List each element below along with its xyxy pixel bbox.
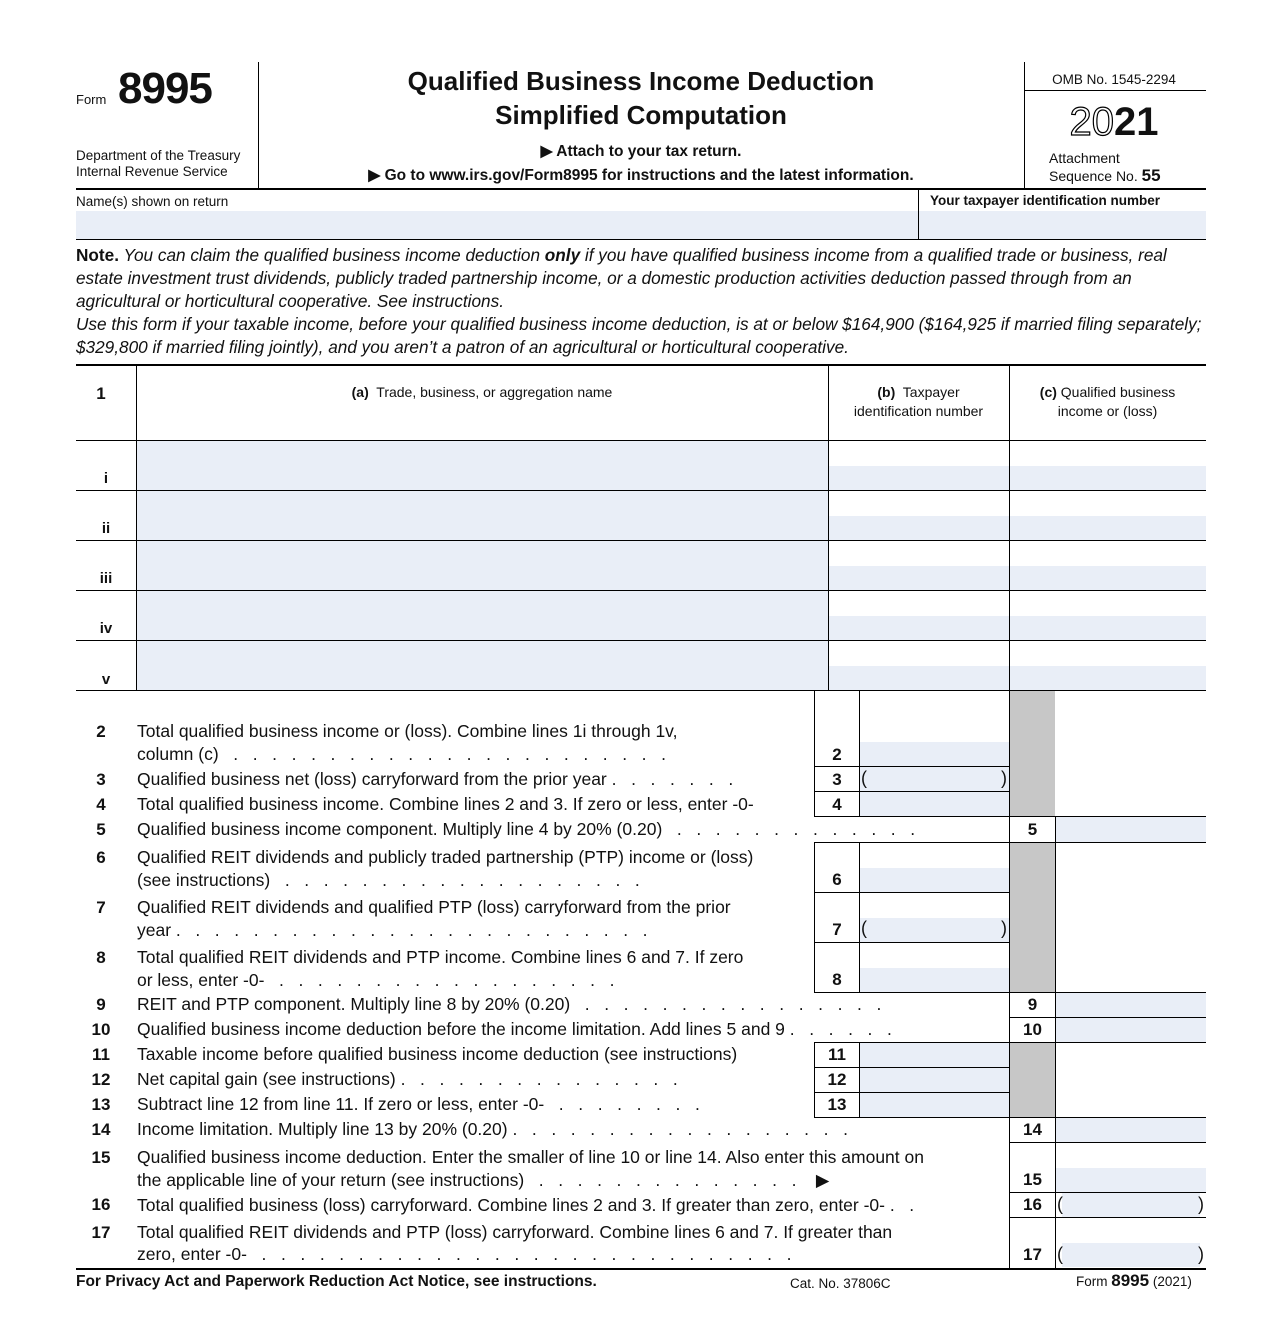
row-label-iv: iv xyxy=(99,620,113,637)
line-number-17: 17 xyxy=(91,1223,111,1242)
attach-instruction: ▶ Attach to your tax return. xyxy=(540,143,742,160)
paren-close-17: ) xyxy=(1198,1244,1204,1264)
line-11-input[interactable] xyxy=(860,1043,1009,1067)
line-12-input[interactable] xyxy=(860,1068,1009,1092)
tin-input[interactable] xyxy=(919,211,1206,239)
department-name: Department of the Treasury xyxy=(76,148,241,163)
row-iv-income-input[interactable] xyxy=(1010,616,1206,640)
row-iii-name-input[interactable] xyxy=(137,541,828,590)
row-i-tin-input[interactable] xyxy=(829,466,1009,490)
line-8-text: Total qualified REIT dividends and PTP income. Combine lines 6 and 7. If zero xyxy=(137,947,744,967)
box-number-13: 13 xyxy=(827,1095,847,1114)
line-10-input[interactable] xyxy=(1056,1018,1206,1042)
line-5-text: Qualified business income component. Multiply line 4 by 20% (0.20) . . . . . . . . . . . . . xyxy=(137,819,916,839)
paren-close-3: ) xyxy=(1001,768,1007,788)
note-text-1: if you have qualified business income from a qualified trade or business, real estate investment trust dividends, publicly traded partnership income, or a domestic production activities deduction passed through from an agricultural or horticultural cooperative. See instructions. xyxy=(76,245,1167,311)
line-7-input[interactable] xyxy=(860,918,1009,942)
name-label: Name(s) shown on return xyxy=(76,194,229,209)
row-ii-name-input[interactable] xyxy=(137,491,828,540)
note-text-2: Use this form if your taxable income, before your qualified business income deduction, is at or below $164,900 ($164,925 if married filing separately; $329,800 if married filing jointly), and you aren’t a patron of an agricultural or horticultural cooperative. xyxy=(76,314,1202,357)
line-number-6: 6 xyxy=(96,848,106,867)
row-i-income-input[interactable] xyxy=(1010,466,1206,490)
form-number: 8995 xyxy=(118,64,212,113)
line-number-9: 9 xyxy=(96,995,106,1014)
line-number-7: 7 xyxy=(96,898,106,917)
paren-open-7: ( xyxy=(861,918,867,938)
line-number-10: 10 xyxy=(91,1020,111,1039)
row-ii-tin-input[interactable] xyxy=(829,516,1009,540)
paren-close-7: ) xyxy=(1001,918,1007,938)
form-label: Form xyxy=(76,92,107,107)
shaded-column-a xyxy=(1010,691,1055,816)
line-number-16: 16 xyxy=(91,1195,111,1214)
line-number-4: 4 xyxy=(96,795,106,814)
line-14-input[interactable] xyxy=(1056,1118,1206,1142)
form-note: Note. You can claim the qualified business income deduction only if you have qualified business income from a qualified trade or business, real estate investment trust dividends, publicly traded partnership income, or a domestic production activities deduction passed through from an agricultural or horticultural cooperative. See instructions. Use this form if your taxable income, before your qualified business income deduction, is at or below $164,900 ($164,925 if married filing separately; $329,800 if married filing jointly), and you aren’t a patron of an agricultural or horticultural cooperative. xyxy=(76,245,1202,357)
box-number-17: 17 xyxy=(1023,1245,1042,1264)
box-number-15: 15 xyxy=(1023,1170,1042,1189)
line-number-11: 11 xyxy=(92,1045,110,1064)
line-1-number: 1 xyxy=(96,384,106,403)
line-6-text: Qualified REIT dividends and publicly traded partnership (PTP) income or (loss) xyxy=(137,847,754,867)
line-9-input[interactable] xyxy=(1056,993,1206,1017)
row-label-v: v xyxy=(101,671,111,688)
line-4-input[interactable] xyxy=(860,792,1009,816)
line-number-15: 15 xyxy=(91,1148,111,1167)
line-4-text: Total qualified business income. Combine lines 2 and 3. If zero or less, enter -0- xyxy=(137,794,754,814)
line-2-text-cont: column (c) . . . . . . . . . . . . . . . . . . . . . . . xyxy=(137,744,666,764)
box-number-11: 11 xyxy=(828,1045,846,1064)
line-2-text: Total qualified business income or (loss). Combine lines 1i through 1v, xyxy=(137,721,678,741)
line-5-input[interactable] xyxy=(1056,817,1206,842)
line-7-text-cont: year . . . . . . . . . . . . . . . . . . . . . . . . . xyxy=(137,920,648,940)
line-number-5: 5 xyxy=(96,820,106,839)
line-8-text-cont: or less, enter -0- . . . . . . . . . . . . . . . . . . xyxy=(137,970,615,990)
box-number-4: 4 xyxy=(832,795,842,814)
line-number-13: 13 xyxy=(91,1095,111,1114)
note-only: only xyxy=(544,245,581,265)
line-14-text: Income limitation. Multiply line 13 by 20% (0.20) . . . . . . . . . . . . . . . . . . xyxy=(137,1119,848,1139)
tin-label: Your taxpayer identification number xyxy=(930,193,1161,208)
row-v-tin-input[interactable] xyxy=(829,666,1009,690)
line-number-14: 14 xyxy=(91,1120,111,1139)
row-iii-tin-input[interactable] xyxy=(829,566,1009,590)
form-subtitle: Simplified Computation xyxy=(495,100,787,130)
name-input[interactable] xyxy=(76,211,918,239)
footer-form-id: Form 8995 (2021) xyxy=(1076,1271,1192,1290)
line-15-text: Qualified business income deduction. Enter the smaller of line 10 or line 14. Also enter this amount on xyxy=(137,1147,924,1167)
tax-year: 2021 xyxy=(1069,100,1159,144)
line-3-text: Qualified business net (loss) carryforward from the prior year . . . . . . . xyxy=(137,769,734,789)
row-iv-name-input[interactable] xyxy=(137,591,828,640)
line-17-text: Total qualified REIT dividends and PTP (loss) carryforward. Combine lines 6 and 7. If greater than xyxy=(137,1222,893,1242)
paren-open-16: ( xyxy=(1057,1194,1063,1214)
line-7-text: Qualified REIT dividends and qualified PTP (loss) carryforward from the prior xyxy=(137,897,731,917)
line-11-text: Taxable income before qualified business income deduction (see instructions) xyxy=(137,1044,738,1064)
box-number-2: 2 xyxy=(832,745,842,764)
line-6-text-cont: (see instructions) . . . . . . . . . . . . . . . . . . . xyxy=(137,870,640,890)
catalog-number: Cat. No. 37806C xyxy=(790,1276,891,1291)
row-label-i: i xyxy=(103,470,109,487)
line-17-text-cont: zero, enter -0- . . . . . . . . . . . . . . . . . . . . . . . . . . . . xyxy=(137,1244,792,1264)
box-number-5: 5 xyxy=(1027,820,1038,839)
line-number-2: 2 xyxy=(96,722,106,741)
privacy-notice: For Privacy Act and Paperwork Reduction Act Notice, see instructions. xyxy=(76,1273,597,1290)
line-6-input[interactable] xyxy=(860,868,1009,892)
box-number-9: 9 xyxy=(1027,995,1038,1014)
box-number-16: 16 xyxy=(1023,1195,1042,1214)
paren-close-16: ) xyxy=(1198,1194,1204,1214)
box-number-3: 3 xyxy=(832,770,842,789)
agency-name: Internal Revenue Service xyxy=(76,164,228,179)
row-i-name-input[interactable] xyxy=(137,441,828,490)
col-b-header: (b) Taxpayer identification number xyxy=(853,384,984,419)
line-10-text: Qualified business income deduction before the income limitation. Add lines 5 and 9 . . . . . . xyxy=(137,1019,892,1039)
line-number-12: 12 xyxy=(91,1070,111,1089)
box-number-10: 10 xyxy=(1023,1020,1042,1039)
line-15-input[interactable] xyxy=(1056,1168,1206,1192)
row-ii-income-input[interactable] xyxy=(1010,516,1206,540)
row-v-name-input[interactable] xyxy=(137,641,828,690)
shaded-column-b xyxy=(1010,842,1055,992)
form-title: Qualified Business Income Deduction xyxy=(407,66,875,96)
line-9-text: REIT and PTP component. Multiply line 8 by 20% (0.20) . . . . . . . . . . . . . . . . xyxy=(137,994,882,1014)
line-2-input[interactable] xyxy=(860,742,1009,766)
row-label-ii: ii xyxy=(101,520,111,537)
row-iii-income-input[interactable] xyxy=(1010,566,1206,590)
row-iv-tin-input[interactable] xyxy=(829,616,1009,640)
line-13-text: Subtract line 12 from line 11. If zero or less, enter -0- . . . . . . . . xyxy=(137,1094,700,1114)
shaded-column-c xyxy=(1010,1042,1055,1117)
col-a-header: (a) Trade, business, or aggregation name xyxy=(351,384,613,400)
box-number-14: 14 xyxy=(1023,1120,1042,1139)
box-number-6: 6 xyxy=(832,870,842,889)
box-number-12: 12 xyxy=(827,1070,847,1089)
line-17-input[interactable] xyxy=(1062,1243,1200,1267)
attachment-label: Attachment xyxy=(1049,150,1120,166)
line-16-input[interactable] xyxy=(1062,1193,1200,1217)
omb-number: OMB No. 1545-2294 xyxy=(1052,72,1176,87)
line-number-3: 3 xyxy=(96,770,106,789)
sequence-label: Sequence No. 55 xyxy=(1049,166,1161,185)
box-number-7: 7 xyxy=(832,920,842,939)
note-lead: Note. xyxy=(76,245,119,265)
sequence-number: 55 xyxy=(1141,166,1161,185)
row-v-income-input[interactable] xyxy=(1010,666,1206,690)
line-number-8: 8 xyxy=(96,948,106,967)
line-13-input[interactable] xyxy=(860,1093,1009,1117)
line-16-text: Total qualified business (loss) carryforward. Combine lines 2 and 3. If greater than zero, enter -0- . . xyxy=(137,1195,915,1215)
box-number-8: 8 xyxy=(832,970,842,989)
line-8-input[interactable] xyxy=(860,968,1009,992)
line-3-input[interactable] xyxy=(860,767,1009,791)
line-15-text-cont: the applicable line of your return (see instructions) . . . . . . . . . . . . . . ▶ xyxy=(137,1170,830,1190)
website-instruction[interactable]: ▶ Go to www.irs.gov/Form8995 for instructions and the latest information. xyxy=(368,167,914,184)
col-c-header: (c) Qualified business income or (loss) xyxy=(1039,384,1176,419)
paren-open-3: ( xyxy=(861,768,867,788)
line-12-text: Net capital gain (see instructions) . . . . . . . . . . . . . . . xyxy=(137,1069,678,1089)
row-label-iii: iii xyxy=(99,570,113,587)
paren-open-17: ( xyxy=(1057,1244,1063,1264)
